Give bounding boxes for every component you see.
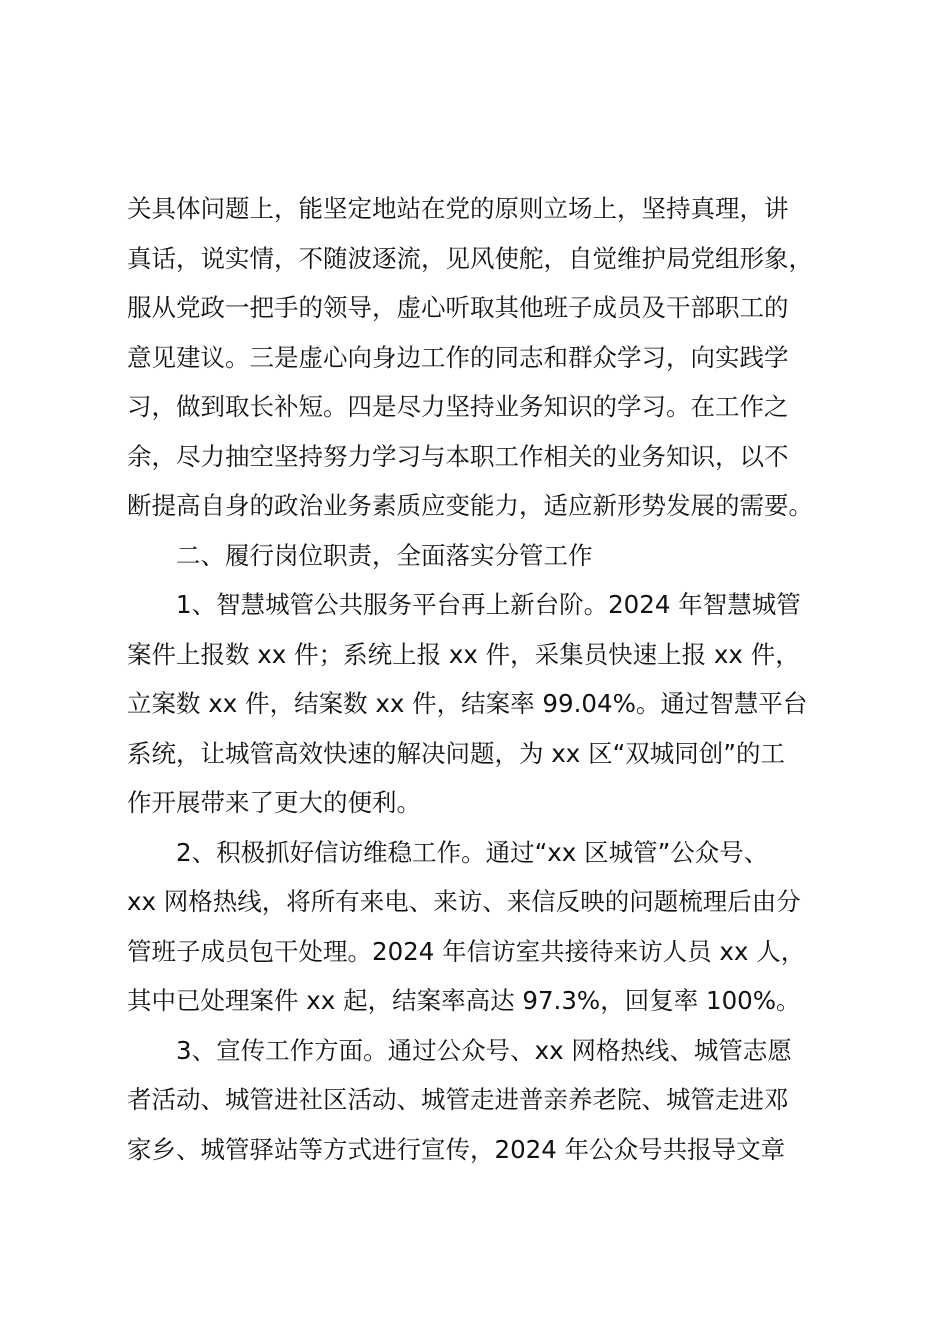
- text-line: 余，尽力抽空坚持努力学习与本职工作相关的业务知识，以不: [127, 441, 789, 471]
- text-line: 1、智慧城管公共服务平台再上新台阶。2024 年智慧城管: [176, 590, 801, 619]
- text-line: 3、宣传工作方面。通过公众号、xx 网格热线、城管志愿: [176, 1035, 792, 1065]
- text-line: 立案数 xx 件，结案数 xx 件，结案率 99.04%。通过智慧平台: [127, 689, 808, 718]
- paragraph-publicity: [127, 1026, 832, 1175]
- text-line: xx 网格热线，将所有来电、来访、来信反映的问题梳理后由分: [127, 887, 801, 916]
- text-line: 者活动、城管进社区活动、城管走进普亲养老院、城管走进邓: [127, 1085, 789, 1114]
- text-line: 家乡、城管驿站等方式进行宣传，2024 年公众号共报导文章: [127, 1134, 786, 1164]
- text-line: 意见建议。三是虚心向身边工作的同志和群众学习，向实践学: [127, 342, 789, 372]
- heading-line: 二、履行岗位职责，全面落实分管工作: [176, 540, 593, 570]
- text-line: 习，做到取长补短。四是尽力坚持业务知识的学习。在工作之: [127, 392, 789, 421]
- text-line: 管班子成员包干处理。2024 年信访室共接待来访人员 xx 人，: [127, 936, 806, 966]
- paragraph-petition: [127, 828, 832, 1026]
- text-line: 真话，说实情，不随波逐流，见风使舵，自觉维护局党组形象，: [127, 243, 813, 273]
- section-heading: [127, 531, 832, 581]
- text-line: 系统，让城管高效快速的解决问题，为 xx 区“双城同创”的工: [127, 738, 785, 768]
- text-line: 关具体问题上，能坚定地站在党的原则立场上，坚持真理，讲: [127, 194, 789, 223]
- text-line: 2、积极抓好信访维稳工作。通过“xx 区城管”公众号、: [176, 837, 769, 867]
- text-line: 服从党政一把手的领导，虚心听取其他班子成员及干部职工的: [127, 293, 789, 322]
- document-body: [127, 184, 832, 1174]
- text-line: 案件上报数 xx 件；系统上报 xx 件，采集员快速上报 xx 件，: [127, 639, 800, 669]
- text-line: 作开展带来了更大的便利。: [127, 788, 421, 817]
- paragraph-study: [127, 184, 832, 531]
- text-line: 断提高自身的政治业务素质应变能力，适应新形势发展的需要。: [127, 491, 813, 520]
- text-line: 其中已处理案件 xx 起，结案率高达 97.3%，回复率 100%。: [127, 986, 801, 1015]
- paragraph-smart-city: [127, 580, 832, 828]
